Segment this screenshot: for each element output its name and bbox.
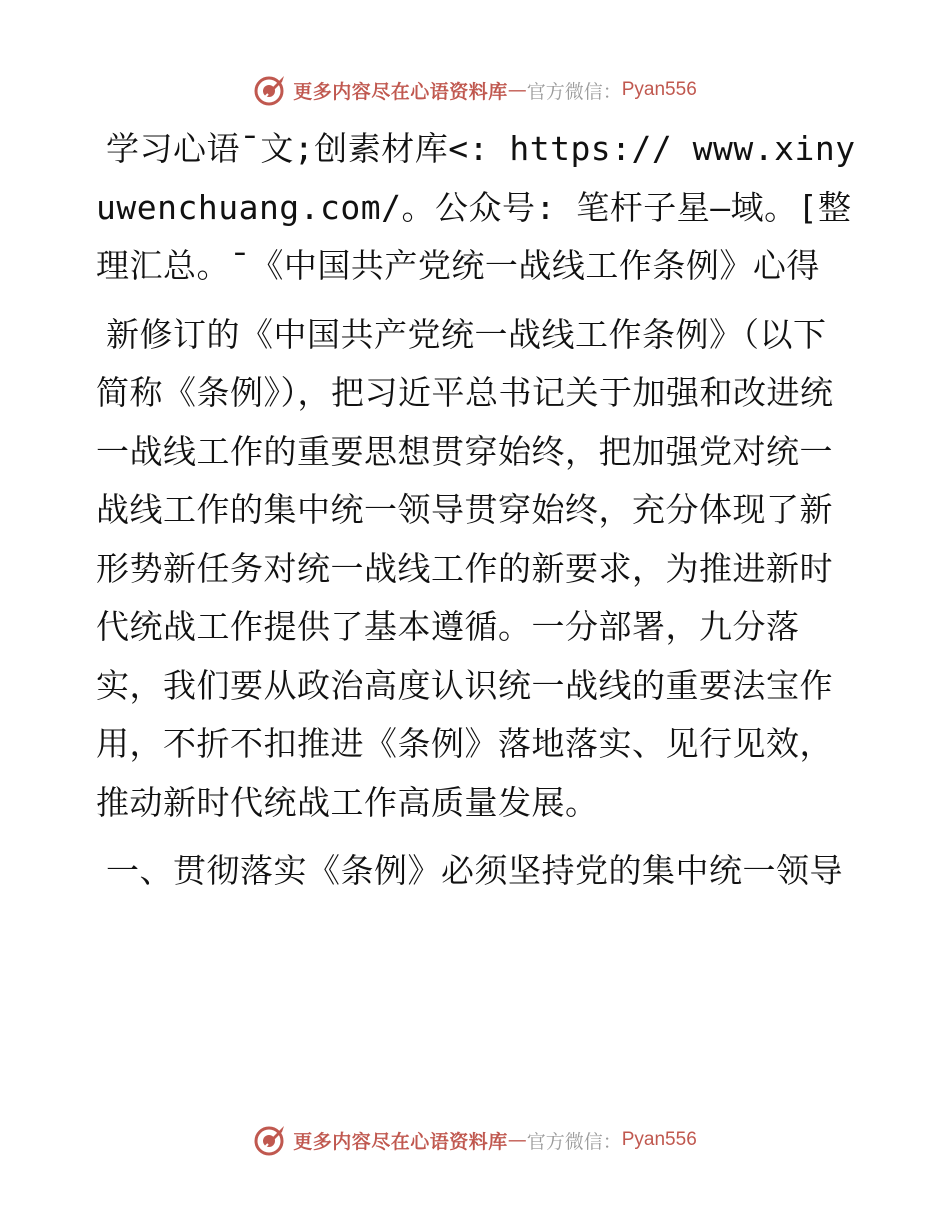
document-body bbox=[96, 120, 856, 911]
banner-dash: — bbox=[507, 79, 527, 101]
quill-logo-icon bbox=[253, 1123, 287, 1157]
wechat-handle: Pyan556 bbox=[621, 1129, 697, 1150]
quill-logo-icon bbox=[253, 73, 287, 107]
section-heading: 一、贯彻落实《条例》必须坚持党的集中统一领导 bbox=[106, 851, 843, 890]
wechat-handle: Pyan556 bbox=[621, 79, 697, 100]
promo-text: 更多内容尽在心语资料库 bbox=[293, 1130, 508, 1153]
title-paragraph: 学习心语¯文;创素材库<: https:// www.xinyuwenchuang.com/。公众号: 笔杆子星—域。[整理汇总。¯《中国共产党统一战线工作条例》心得 bbox=[96, 129, 856, 285]
promo-text: 更多内容尽在心语资料库 bbox=[293, 80, 508, 103]
body-paragraph: 新修订的《中国共产党统一战线工作条例》（以下简称《条例》），把习近平总书记关于加强和改进统一战线工作的重要思想贯穿始终，把加强党对统一战线工作的集中统一领导贯穿始终，充分体现了新形势新任务对统一战线工作的新要求，为推进新时代统战工作提供了基本遵循。一分部署，九分落实，我们要从政治高度认识统一战线的重要法宝作用，不折不扣推进《条例》落地落实、见行见效，推动新时代统战工作高质量发展。 bbox=[96, 314, 834, 822]
footer-banner bbox=[0, 1120, 950, 1160]
wechat-label: 官方微信： bbox=[526, 80, 622, 103]
banner-dash: — bbox=[507, 1129, 527, 1151]
wechat-label: 官方微信： bbox=[526, 1130, 622, 1153]
header-banner bbox=[0, 70, 950, 110]
